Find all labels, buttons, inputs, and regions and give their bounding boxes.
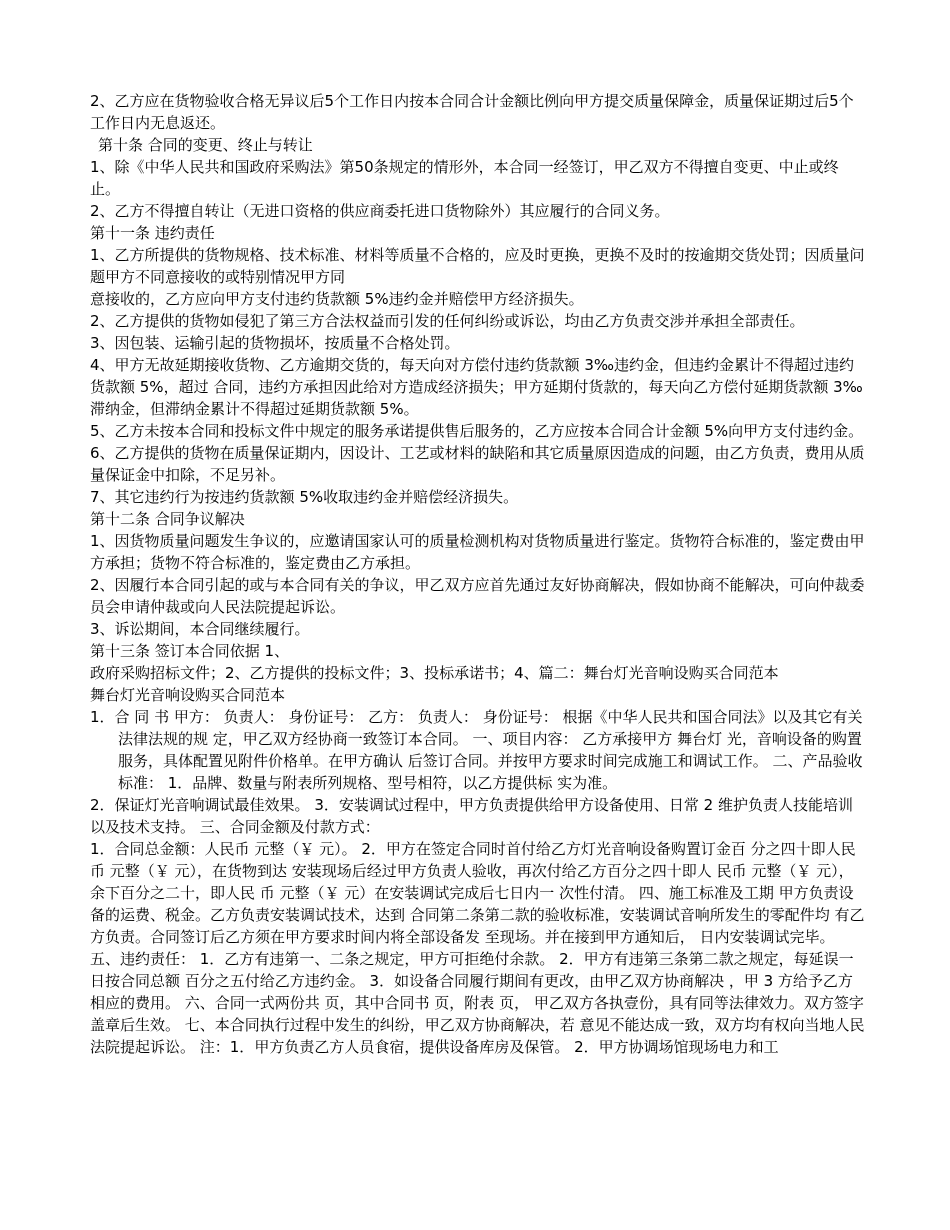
paragraph: 1、因货物质量问题发生争议的，应邀请国家认可的质量检测机构对货物质量进行鉴定。货物符合标准的，鉴定费由甲方承担；货物不符合标准的，鉴定费由乙方承担。 [90,532,865,572]
paragraph: 7、其它违约行为按违约货款额 5%收取违约金并赔偿经济损失。 [90,488,519,506]
paragraph: 3、因包装、运输引起的货物损坏，按质量不合格处罚。 [90,334,460,352]
section-heading: 第十三条 签订本合同依据 1、 [90,642,290,660]
paragraph: 政府采购招标文件；2、乙方提供的投标文件；3、投标承诺书；4、篇二：舞台灯光音响设购买合同范本 [90,664,779,682]
section-heading: 第十二条 合同争议解决 [90,510,245,528]
paragraph: 1、乙方所提供的货物规格、技术标准、材料等质量不合格的，应及时更换，更换不及时的按逾期交货处罚；因质量问题甲方不同意接收的或特别情况甲方同 [90,246,865,286]
paragraph: 1．合 同 书 甲方： 负责人： 身份证号： 乙方： 负责人： 身份证号： 根据《中华人民共和国合同法》以及其它有关法律法规的规 定，甲乙双方经协商一致签订本合同。 一、项目内容： 乙方承接甲方 舞台灯 光，音响设备的购置服务，具体配置见附件价格单。在甲方确认 后签订合同。并按甲方要求时间完成施工和调试工作。 二、产品验收标准： 1．品牌、数量与附表所列规格、型号相符，以乙方提供标 实为准。 [90,708,863,792]
document-body [90,90,865,1058]
section-heading: 第十条 合同的变更、终止与转让 [98,136,313,154]
paragraph: 4、甲方无故延期接收货物、乙方逾期交货的，每天向对方偿付违约货款额 3‰违约金，但违约金累计不得超过违约货款额 5%，超过 合同，违约方承担因此给对方造成经济损失；甲方延期付货款的，每天向乙方偿付延期货款额 3‰滞纳金，但滞纳金累计不得超过延期货款额 5%。 [90,356,863,418]
paragraph: 2、乙方提供的货物如侵犯了第三方合法权益而引发的任何纠纷或诉讼，均由乙方负责交涉并承担全部责任。 [90,312,805,330]
section-heading: 第十一条 违约责任 [90,224,215,242]
paragraph: 1、除《中华人民共和国政府采购法》第50条规定的情形外，本合同一经签订，甲乙双方不得擅自变更、中止或终止。 [90,158,839,198]
paragraph: 意接收的，乙方应向甲方支付违约货款额 5%违约金并赔偿甲方经济损失。 [90,290,584,308]
paragraph: 2、因履行本合同引起的或与本合同有关的争议，甲乙双方应首先通过友好协商解决，假如协商不能解决，可向仲裁委员会申请仲裁或向人民法院提起诉讼。 [90,576,865,616]
paragraph: 6、乙方提供的货物在质量保证期内，因设计、工艺或材料的缺陷和其它质量原因造成的问题，由乙方负责，费用从质量保证金中扣除，不足另补。 [90,444,865,484]
paragraph: 2、乙方应在货物验收合格无异议后5个工作日内按本合同合计金额比例向甲方提交质量保障金，质量保证期过后5个工作日内无息返还。 [90,92,854,132]
paragraph: 2、乙方不得擅自转让（无进口资格的供应商委托进口货物除外）其应履行的合同义务。 [90,202,670,220]
paragraph: 舞台灯光音响设购买合同范本 [90,686,286,704]
paragraph: 5、乙方未按本合同和投标文件中规定的服务承诺提供售后服务的，乙方应按本合同合计金额 5%向甲方支付违约金。 [90,422,864,440]
paragraph: 3、诉讼期间，本合同继续履行。 [90,620,310,638]
paragraph: 2．保证灯光音响调试最佳效果。 3．安装调试过程中，甲方负责提供给甲方设备使用、日常 2 维护负责人技能培训以及技术支持。 三、合同金额及付款方式： [90,796,853,836]
paragraph: 1．合同总金额：人民币 元整（￥ 元）。 2．甲方在签定合同时首付给乙方灯光音响设备购置订金百 分之四十即人民币 元整（￥ 元），在货物到达 安装现场后经过甲方负责人验收，再次付给乙方百分之四十即人 民币 元整（￥ 元），余下百分之二十，即人民 币 元整（￥ 元）在安装调试完成后七日内一 次性付清。 四、施工标准及工期 甲方负责设备的运费、税金。乙方负责安装调试技术，达到 合同第二条第二款的验收标准，安装调试音响所发生的零配件均 有乙方负责。合同签订后乙方须在甲方要求时间内将全部设备发 至现场。并在接到甲方通知后， 日内安装调试完毕。 五、违约责任： 1．乙方有违第一、二条之规定，甲方可拒绝付余款。 2．甲方有违第三条第二款之规定，每延误一日按合同总额 百分之五付给乙方违约金。 3．如设备合同履行期间有更改，由甲乙双方协商解决 ，甲 3 方给予乙方相应的费用。 六、合同一式两份共 页，其中合同书 页，附表 页， 甲乙双方各执壹份，具有同等法律效力。双方签字盖章后生效。 七、本合同执行过程中发生的纠纷，甲乙双方协商解决，若 意见不能达成一致，双方均有权向当地人民法院提起诉讼。 注：1．甲方负责乙方人员食宿，提供设备库房及保管。 2．甲方协调场馆现场电力和工 [90,840,865,1056]
